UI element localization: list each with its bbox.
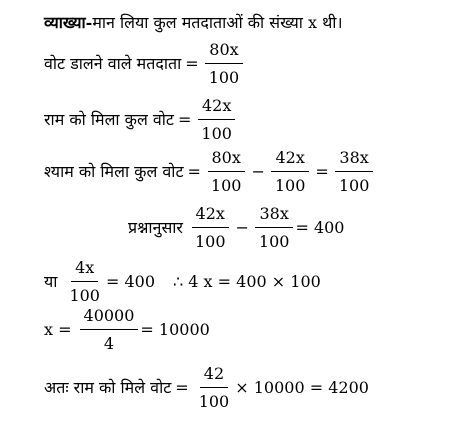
fraction-numerator: 42x	[271, 149, 308, 172]
equals-sign: =	[175, 378, 189, 397]
condition-equation	[128, 202, 344, 254]
x-value-label: x =	[44, 320, 72, 339]
voters-label: वोट डालने वाले मतदाता	[44, 54, 182, 73]
voters-fraction	[205, 41, 244, 88]
final-answer-result: × 10000 = 4200	[235, 378, 369, 397]
minus-sign: −	[251, 162, 265, 181]
fraction-denominator: 100	[338, 176, 370, 195]
fraction-42x	[191, 205, 230, 252]
fraction-numerator: 4x	[71, 259, 98, 282]
fraction-numerator: 42	[200, 365, 228, 388]
fraction-38x	[255, 205, 294, 252]
shyam-votes-label: श्याम को मिला कुल वोट	[44, 162, 184, 181]
equals-sign: =	[187, 162, 201, 181]
x-value-result: = 10000	[140, 320, 210, 339]
final-answer-equation	[44, 360, 369, 416]
fraction-denominator: 100	[258, 232, 290, 251]
therefore-statement: ∴ 4 x = 400 × 100	[173, 272, 321, 291]
shyam-votes-equation	[44, 146, 375, 198]
fraction-numerator: 40000	[80, 307, 139, 330]
fraction-40000	[80, 307, 139, 354]
fraction-denominator: 4	[103, 334, 115, 353]
fraction-42x	[271, 149, 310, 196]
fraction-numerator: 38x	[335, 149, 372, 172]
fraction-denominator: 100	[210, 176, 242, 195]
fraction-denominator: 100	[274, 176, 306, 195]
ram-votes-fraction	[197, 97, 236, 144]
ram-votes-equation	[44, 94, 238, 146]
explanation-text: मान लिया कुल मतदाताओं की संख्या x थी।	[92, 13, 343, 32]
or-label: या	[44, 272, 58, 291]
fraction-denominator: 100	[208, 68, 240, 87]
or-equation	[44, 256, 321, 308]
fraction-4x	[65, 259, 104, 306]
fraction-numerator: 80x	[208, 149, 245, 172]
equals-sign: =	[315, 162, 329, 181]
equals-sign: =	[185, 54, 199, 73]
fraction-42	[195, 365, 234, 412]
or-result: = 400	[105, 272, 156, 291]
condition-label: प्रश्नानुसार	[128, 218, 183, 237]
condition-result: = 400	[295, 218, 345, 237]
explanation-label: व्याख्या-	[44, 13, 93, 32]
fraction-38x	[335, 149, 374, 196]
final-answer-label: अतः राम को मिले वोट	[44, 378, 172, 397]
fraction-numerator: 42x	[198, 97, 235, 120]
fraction-numerator: 80x	[205, 41, 242, 64]
fraction-numerator: 42x	[192, 205, 229, 228]
explanation-line	[44, 12, 343, 34]
fraction-denominator: 100	[198, 392, 230, 411]
voters-equation	[44, 34, 245, 94]
fraction-denominator: 100	[69, 286, 100, 305]
ram-votes-label: राम को मिला कुल वोट	[44, 110, 174, 129]
fraction-80x	[207, 149, 246, 196]
x-value-equation	[44, 304, 210, 356]
equals-sign: =	[177, 110, 192, 129]
fraction-numerator: 38x	[255, 205, 292, 228]
minus-sign: −	[235, 218, 249, 237]
fraction-denominator: 100	[194, 232, 226, 251]
fraction-denominator: 100	[201, 124, 232, 143]
